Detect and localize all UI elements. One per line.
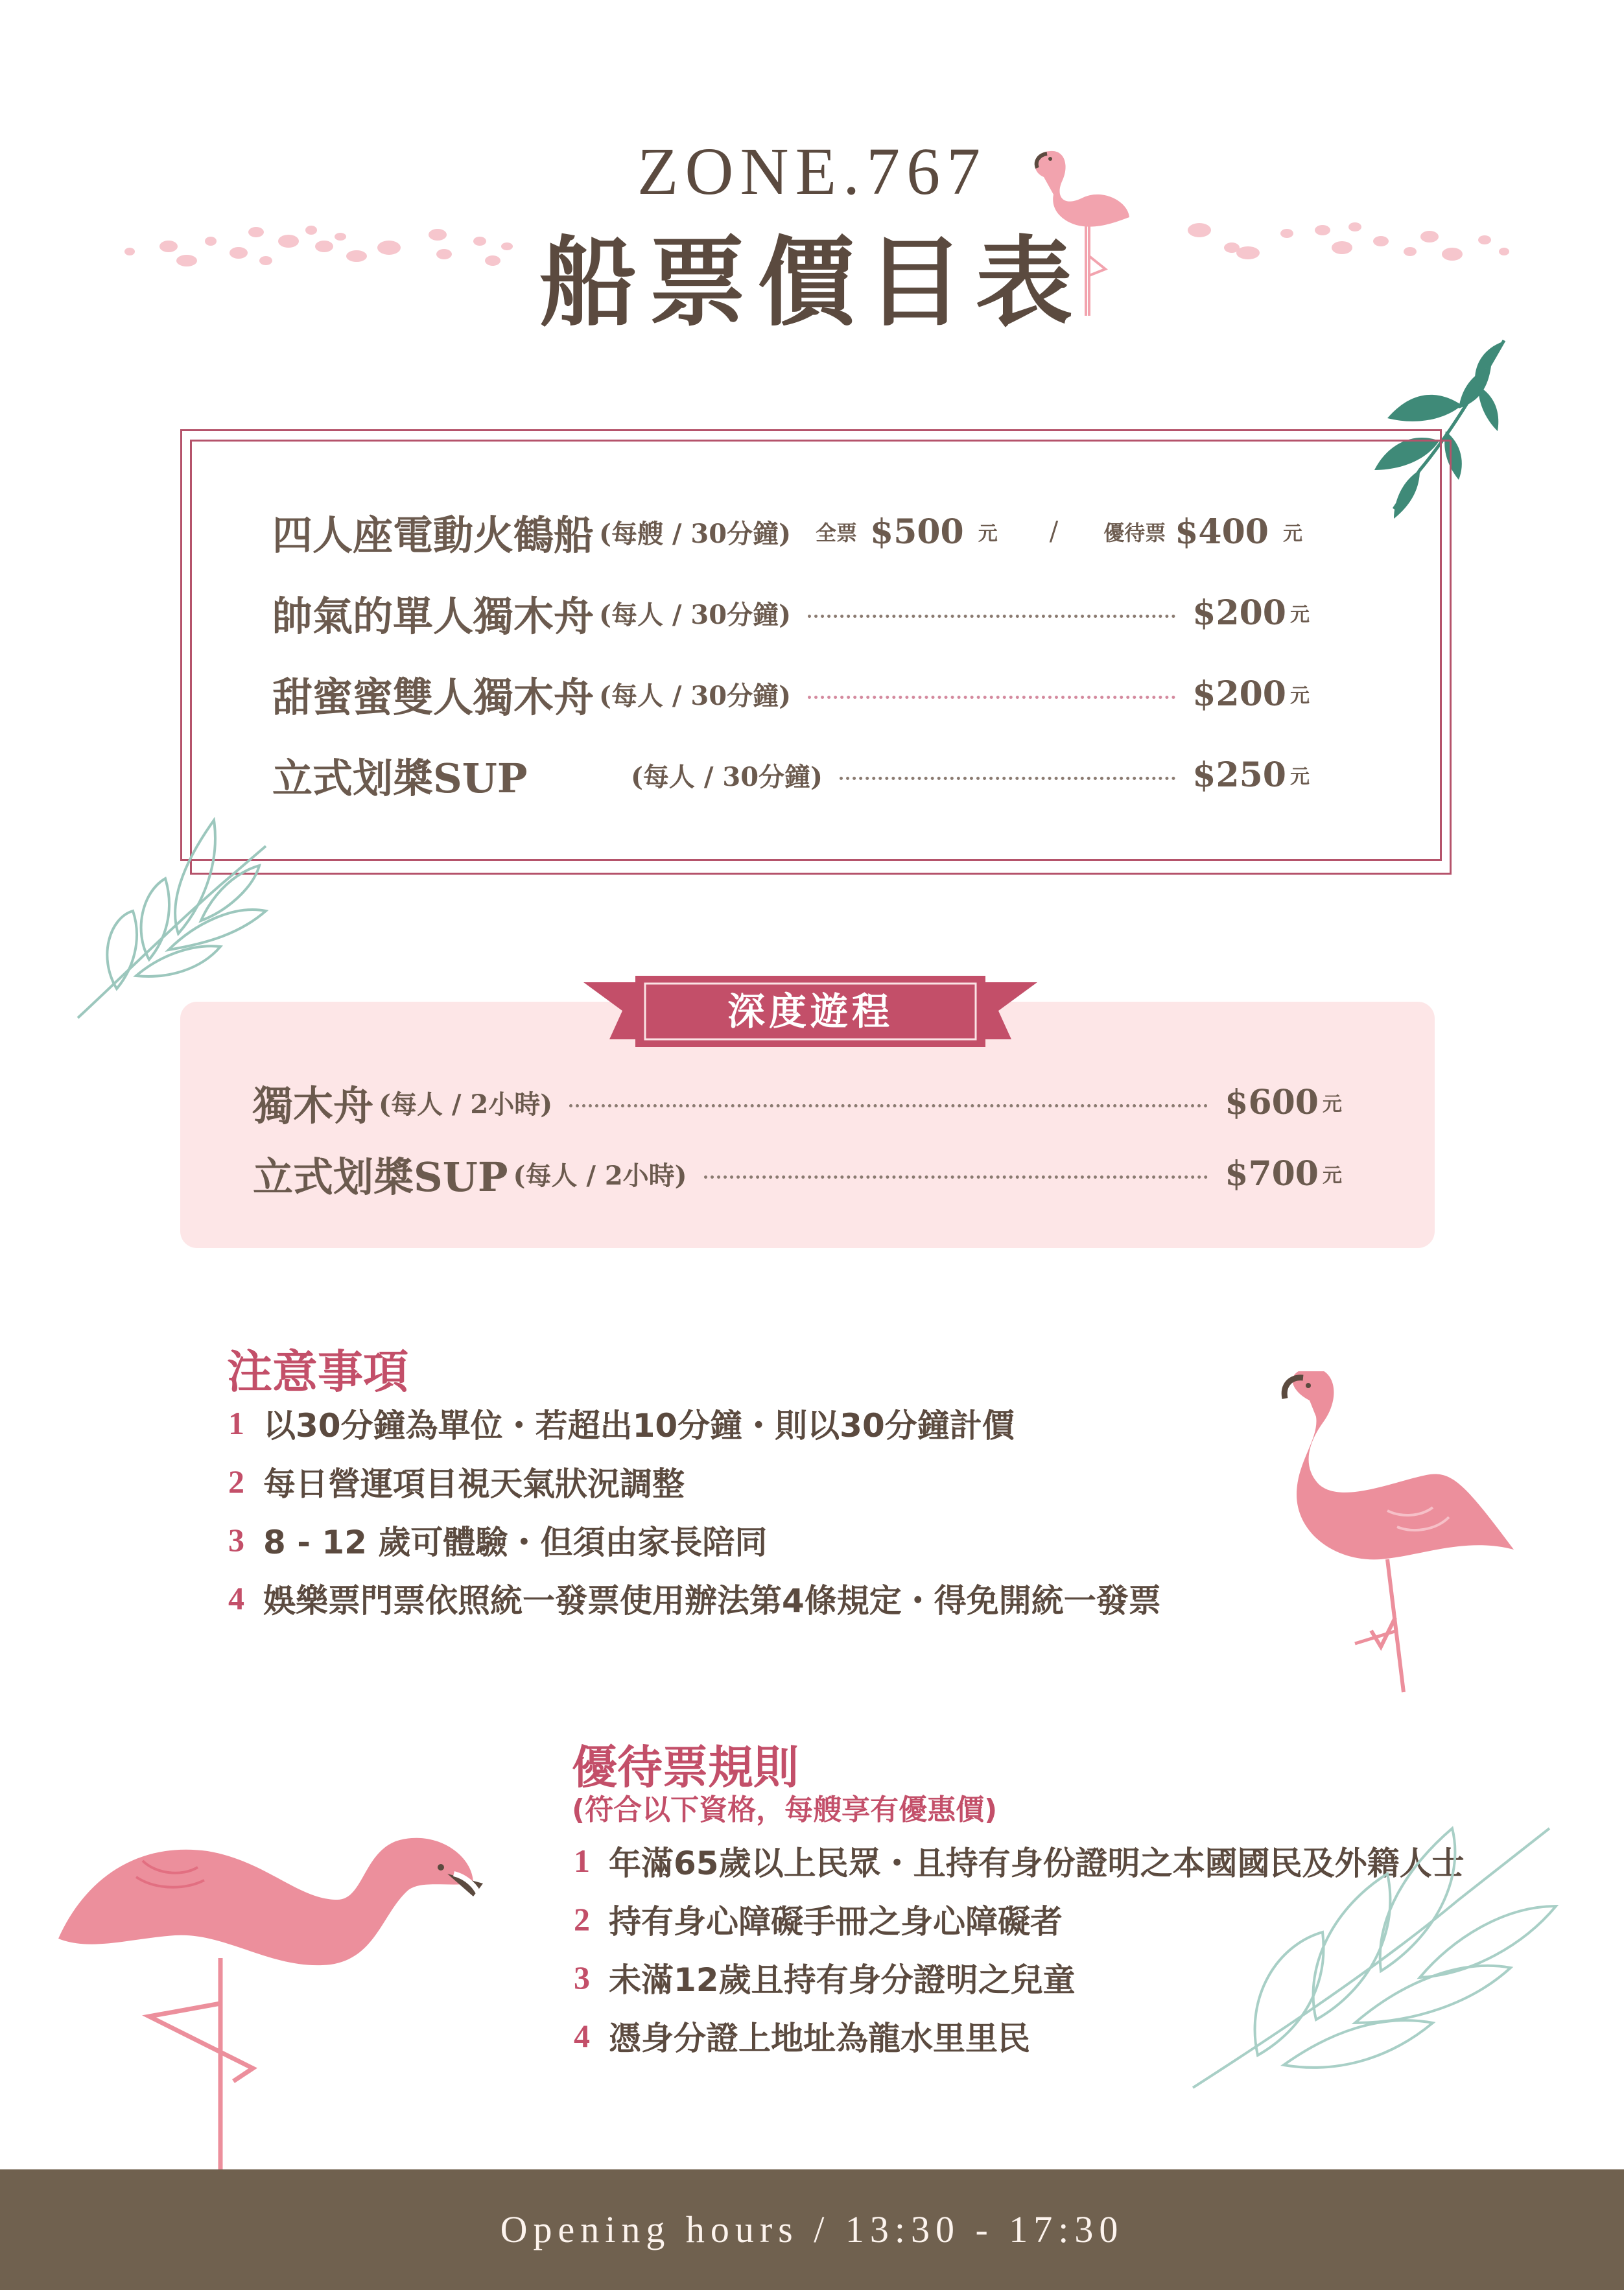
discount-rules-subtitle: (符合以下資格，每艘享有優惠價) <box>572 1793 998 1826</box>
rule-text: 憑身分證上地址為龍水里里民 <box>609 2020 1030 2057</box>
item-name: 四人座電動火鶴船 <box>272 511 594 559</box>
item-name: 帥氣的單人獨木舟 <box>272 592 594 640</box>
flamingo-left-icon <box>58 1770 506 2198</box>
item-unit: (每人 / 2小時) <box>379 1089 553 1120</box>
discount-ticket-label: 優待票 <box>1103 521 1166 545</box>
price-row-flamingo-boat <box>272 502 1310 561</box>
rule-number: 4 <box>574 2018 590 2054</box>
price-row-sup <box>272 746 1310 804</box>
deep-tour-row-kayak <box>253 1073 1342 1131</box>
note-item <box>228 1572 1161 1624</box>
note-number: 4 <box>228 1580 244 1616</box>
price-row-single-kayak <box>272 584 1310 642</box>
rule-item <box>574 2010 1030 2062</box>
rule-text: 持有身心障礙手冊之身心障礙者 <box>609 1903 1063 1941</box>
item-name: 立式划槳SUP <box>272 754 528 802</box>
rule-item <box>574 1893 1063 1945</box>
note-text: 娛樂票門票依照統一發票使用辦法第4條規定・得免開統一發票 <box>263 1582 1161 1620</box>
currency: 元 <box>1323 1164 1342 1187</box>
note-text: 8 - 12 歲可體驗・但須由家長陪同 <box>263 1524 768 1561</box>
page-title: 船票價目表 <box>539 226 1085 340</box>
dotted-leader <box>704 1175 1208 1179</box>
note-text: 每日營運項目視天氣狀況調整 <box>263 1465 685 1503</box>
note-number: 2 <box>228 1463 244 1500</box>
deep-tour-row-sup <box>253 1144 1342 1203</box>
note-text: 以30分鐘為單位・若超出10分鐘・則以30分鐘計價 <box>263 1407 1015 1445</box>
item-name: 甜蜜蜜雙人獨木舟 <box>272 673 594 721</box>
rule-number: 1 <box>574 1843 590 1879</box>
notes-title: 注意事項 <box>227 1345 408 1399</box>
note-item <box>228 1456 685 1507</box>
currency: 元 <box>1290 766 1310 788</box>
flamingo-right-icon <box>1258 1371 1517 1695</box>
note-number: 3 <box>228 1522 244 1558</box>
item-unit: (每人 / 30分鐘) <box>599 680 791 711</box>
deep-tour-title: 深度遊程 <box>727 989 893 1033</box>
price-separator: / <box>1049 517 1059 547</box>
discount-ticket-price: $400 <box>1175 512 1269 552</box>
note-item <box>228 1397 1015 1449</box>
currency: 元 <box>1290 685 1310 707</box>
item-unit: (每人 / 30分鐘) <box>631 761 823 792</box>
dotted-leader <box>569 1104 1208 1107</box>
item-unit: (每人 / 30分鐘) <box>599 599 791 630</box>
currency: 元 <box>978 523 998 545</box>
item-price: $600 <box>1225 1082 1319 1122</box>
item-name: 獨木舟 <box>253 1081 374 1129</box>
item-unit: (每人 / 2小時) <box>513 1160 687 1191</box>
outline-leaf-large-icon <box>1186 1815 1562 2101</box>
small-flamingo-icon <box>1024 146 1141 321</box>
full-ticket-label: 全票 <box>816 521 858 545</box>
rule-item <box>574 1952 1076 2003</box>
rule-text: 年滿65歲以上民眾・且持有身份證明之本國國民及外籍人士 <box>609 1845 1465 1882</box>
item-name: 立式划槳SUP <box>253 1153 508 1201</box>
dotted-leader <box>808 615 1175 618</box>
item-price: $200 <box>1192 674 1286 714</box>
outline-leaf-icon <box>71 814 272 1021</box>
dotted-leader <box>840 777 1175 780</box>
price-row-double-kayak <box>272 665 1310 723</box>
rule-number: 2 <box>574 1901 590 1937</box>
item-price: $700 <box>1225 1153 1319 1194</box>
currency: 元 <box>1290 604 1310 626</box>
rule-text: 未滿12歲且持有身分證明之兒童 <box>609 1961 1076 1999</box>
discount-rules-title: 優待票規則 <box>572 1741 799 1794</box>
note-number: 1 <box>228 1405 244 1441</box>
brand-name: ZONE.767 <box>637 134 987 209</box>
full-ticket-price: $500 <box>870 512 964 552</box>
item-price: $200 <box>1192 593 1286 633</box>
note-item <box>228 1514 767 1566</box>
item-unit: (每艘 / 30分鐘) <box>599 518 791 549</box>
dotted-leader <box>808 696 1175 699</box>
rule-number: 3 <box>574 1959 590 1996</box>
item-price: $250 <box>1192 755 1286 795</box>
currency: 元 <box>1282 523 1302 545</box>
currency: 元 <box>1323 1093 1342 1116</box>
opening-hours: Opening hours / 13:30 - 17:30 <box>500 2208 1124 2250</box>
